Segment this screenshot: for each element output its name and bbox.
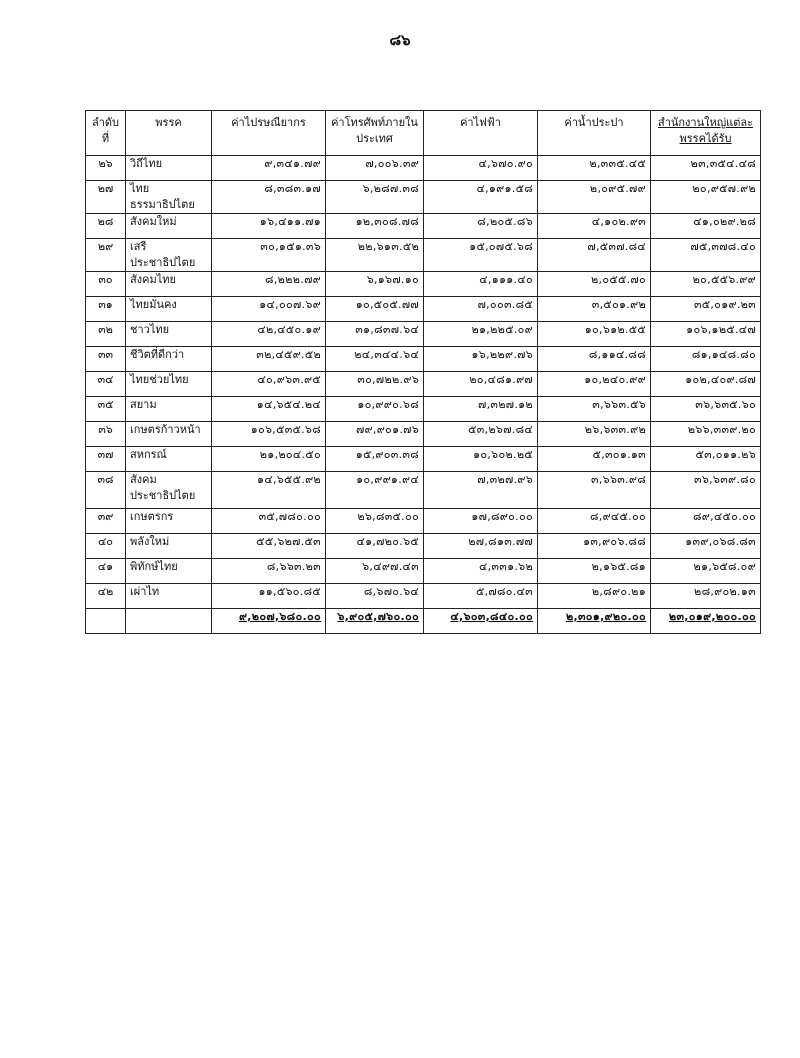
row-water: ๓,๖๖๓.๙๘ — [538, 472, 651, 509]
table-row — [86, 372, 761, 397]
table-row — [86, 297, 761, 322]
totals-party-cell — [126, 609, 212, 634]
row-postage: ๘,๖๖๓.๒๓ — [212, 559, 326, 584]
table-row — [86, 534, 761, 559]
row-postage: ๑๑,๕๖๐.๘๕ — [212, 584, 326, 609]
row-office: ๒๐,๙๕๗.๙๒ — [651, 181, 761, 214]
row-party-line: ประชาธิปไตย — [130, 489, 196, 502]
row-water: ๒,๐๙๕.๗๙ — [538, 181, 651, 214]
row-index: ๓๔ — [86, 372, 126, 397]
row-index: ๓๒ — [86, 322, 126, 347]
table-row — [86, 347, 761, 372]
header-index: ลำดับที่ — [86, 111, 126, 156]
row-index: ๓๐ — [86, 272, 126, 297]
row-party: เกษตรก้าวหน้า — [126, 422, 212, 447]
row-phone: ๑๐,๙๙๑.๙๔ — [326, 472, 424, 509]
table-row — [86, 239, 761, 272]
row-phone: ๓๑,๘๓๗.๖๔ — [326, 322, 424, 347]
row-water: ๕,๓๐๑.๑๓ — [538, 447, 651, 472]
row-phone: ๒๒,๖๑๓.๕๒ — [326, 239, 424, 272]
row-electricity: ๒๑,๒๒๕.๐๙ — [424, 322, 538, 347]
row-party: สังคมใหม่ — [126, 214, 212, 239]
row-office: ๑๐๒,๔๐๙.๘๗ — [651, 372, 761, 397]
table-row — [86, 156, 761, 181]
row-phone: ๑๒,๓๐๘.๗๘ — [326, 214, 424, 239]
expense-table — [85, 110, 761, 634]
row-party: เกษตรกร — [126, 509, 212, 534]
row-phone: ๓๐,๗๒๒.๙๖ — [326, 372, 424, 397]
row-electricity: ๘,๒๐๕.๘๖ — [424, 214, 538, 239]
total-phone-value: ๖,๙๐๕,๗๖๐.๐๐ — [337, 610, 419, 623]
row-water: ๒,๑๖๕.๘๑ — [538, 559, 651, 584]
row-index: ๔๒ — [86, 584, 126, 609]
row-party: ไทยมั่นคง — [126, 297, 212, 322]
row-office: ๔๑,๐๒๙.๒๘ — [651, 214, 761, 239]
row-water: ๗,๕๓๗.๘๔ — [538, 239, 651, 272]
row-index: ๔๑ — [86, 559, 126, 584]
row-party: ไทยธรรมาธิปไตย — [126, 181, 212, 214]
row-water: ๒,๐๕๕.๗๐ — [538, 272, 651, 297]
row-postage: ๔๐,๙๖๓.๙๕ — [212, 372, 326, 397]
row-index: ๓๖ — [86, 422, 126, 447]
row-electricity: ๔,๑๑๑.๔๐ — [424, 272, 538, 297]
table-row — [86, 422, 761, 447]
row-party-line: สังคม — [130, 473, 157, 486]
row-postage: ๑๔,๖๕๕.๙๒ — [212, 472, 326, 509]
row-electricity: ๑๖,๒๒๙.๗๖ — [424, 347, 538, 372]
row-office: ๒๐,๕๕๖.๙๙ — [651, 272, 761, 297]
row-index: ๒๙ — [86, 239, 126, 272]
total-office — [651, 609, 761, 634]
row-electricity: ๒๗,๘๑๓.๗๗ — [424, 534, 538, 559]
row-electricity: ๗,๓๒๗.๙๖ — [424, 472, 538, 509]
row-phone: ๑๕,๙๐๓.๓๘ — [326, 447, 424, 472]
row-postage: ๕๕,๖๒๗.๕๓ — [212, 534, 326, 559]
row-office: ๗๕,๓๗๘.๔๐ — [651, 239, 761, 272]
row-index: ๓๓ — [86, 347, 126, 372]
table-row — [86, 181, 761, 214]
total-postage-value: ๙,๒๐๗,๖๘๐.๐๐ — [238, 610, 321, 623]
row-index: ๓๕ — [86, 397, 126, 422]
row-office: ๘๙,๔๕๐.๐๐ — [651, 509, 761, 534]
row-water: ๒,๘๙๐.๒๑ — [538, 584, 651, 609]
row-office: ๒๖๖,๓๓๙.๒๐ — [651, 422, 761, 447]
row-office: ๒๓,๓๕๔.๔๘ — [651, 156, 761, 181]
table-row — [86, 214, 761, 239]
row-water: ๒,๓๓๕.๔๕ — [538, 156, 651, 181]
table-row — [86, 509, 761, 534]
row-phone: ๗,๐๐๖.๓๙ — [326, 156, 424, 181]
total-office-value: ๒๓,๐๑๙,๒๐๐.๐๐ — [668, 610, 756, 623]
row-postage: ๓๕,๗๘๐.๐๐ — [212, 509, 326, 534]
row-electricity: ๔,๑๙๑.๕๘ — [424, 181, 538, 214]
row-water: ๓,๖๖๓.๕๖ — [538, 397, 651, 422]
row-water: ๓,๕๐๑.๙๒ — [538, 297, 651, 322]
table-row — [86, 322, 761, 347]
row-party: ชาวไทย — [126, 322, 212, 347]
row-postage: ๙,๓๔๑.๗๙ — [212, 156, 326, 181]
row-postage: ๘,๓๘๓.๑๗ — [212, 181, 326, 214]
totals-index-cell — [86, 609, 126, 634]
row-postage: ๑๔,๖๕๔.๒๔ — [212, 397, 326, 422]
row-party: สยาม — [126, 397, 212, 422]
row-water: ๑๓,๙๐๖.๘๘ — [538, 534, 651, 559]
row-office: ๓๖,๖๓๕.๖๐ — [651, 397, 761, 422]
page-number: ๘๖ — [389, 31, 411, 49]
row-office: ๓๖,๖๓๙.๘๐ — [651, 472, 761, 509]
row-party: สหกรณ์ — [126, 447, 212, 472]
row-electricity: ๔,๖๗๐.๙๐ — [424, 156, 538, 181]
row-phone: ๖,๑๖๗.๑๐ — [326, 272, 424, 297]
table-header-row — [86, 111, 761, 156]
row-electricity: ๑๕,๐๗๕.๖๘ — [424, 239, 538, 272]
row-index: ๒๗ — [86, 181, 126, 214]
row-phone: ๔๑,๗๒๐.๖๕ — [326, 534, 424, 559]
row-office: ๒๑,๖๕๘.๐๙ — [651, 559, 761, 584]
row-postage: ๑๐๖,๕๓๕.๖๘ — [212, 422, 326, 447]
header-postage: ค่าไปรษณียากร — [212, 111, 326, 156]
row-office: ๘๑,๑๔๘.๘๐ — [651, 347, 761, 372]
row-electricity: ๗,๓๒๗.๑๒ — [424, 397, 538, 422]
header-electricity: ค่าไฟฟ้า — [424, 111, 538, 156]
row-postage: ๓๐,๑๕๑.๓๖ — [212, 239, 326, 272]
table-row — [86, 559, 761, 584]
row-phone: ๗๙,๙๐๑.๗๖ — [326, 422, 424, 447]
row-index: ๓๘ — [86, 472, 126, 509]
row-index: ๔๐ — [86, 534, 126, 559]
row-office: ๕๓,๐๑๑.๒๖ — [651, 447, 761, 472]
row-phone: ๑๐,๙๙๐.๖๘ — [326, 397, 424, 422]
row-postage: ๑๖,๔๑๑.๗๑ — [212, 214, 326, 239]
row-postage: ๔๒,๔๕๐.๑๙ — [212, 322, 326, 347]
totals-row — [86, 609, 761, 634]
total-water-value: ๒,๓๐๑,๙๒๐.๐๐ — [565, 610, 646, 623]
table-row — [86, 584, 761, 609]
row-party: วิถีไทย — [126, 156, 212, 181]
row-postage: ๓๒,๔๕๙.๕๒ — [212, 347, 326, 372]
row-party: พิทักษ์ไทย — [126, 559, 212, 584]
row-party: เผ่าไท — [126, 584, 212, 609]
row-phone: ๒๖,๘๓๕.๐๐ — [326, 509, 424, 534]
row-party: พลังใหม่ — [126, 534, 212, 559]
row-electricity: ๒๐,๔๘๑.๙๗ — [424, 372, 538, 397]
row-index: ๒๖ — [86, 156, 126, 181]
row-postage: ๑๔,๐๐๗.๖๙ — [212, 297, 326, 322]
row-water: ๑๐,๒๔๐.๙๙ — [538, 372, 651, 397]
row-office: ๓๕,๐๑๙.๒๓ — [651, 297, 761, 322]
row-phone: ๑๐,๕๐๕.๗๗ — [326, 297, 424, 322]
row-phone: ๖,๒๘๗.๓๘ — [326, 181, 424, 214]
header-office-label: สำนักงานใหญ่แต่ละพรรคได้รับ — [657, 116, 753, 145]
table-row — [86, 272, 761, 297]
row-index: ๓๙ — [86, 509, 126, 534]
row-electricity: ๑๗,๘๙๐.๐๐ — [424, 509, 538, 534]
row-water: ๑๐,๖๑๒.๕๕ — [538, 322, 651, 347]
row-party — [126, 472, 212, 509]
row-water: ๘,๙๔๕.๐๐ — [538, 509, 651, 534]
row-electricity: ๑๐,๖๐๒.๒๕ — [424, 447, 538, 472]
row-water: ๒๖,๖๓๓.๙๒ — [538, 422, 651, 447]
row-office: ๒๘,๙๐๒.๑๓ — [651, 584, 761, 609]
row-office: ๑๐๖,๑๒๕.๔๗ — [651, 322, 761, 347]
header-water: ค่าน้ำประปา — [538, 111, 651, 156]
row-water: ๘,๑๑๔.๘๘ — [538, 347, 651, 372]
row-phone: ๘,๖๗๐.๖๔ — [326, 584, 424, 609]
total-electricity-value: ๔,๖๐๓,๘๔๐.๐๐ — [450, 610, 533, 623]
total-electricity — [424, 609, 538, 634]
row-postage: ๒๑,๒๐๔.๕๐ — [212, 447, 326, 472]
table-row — [86, 472, 761, 509]
row-phone: ๖,๔๙๗.๔๓ — [326, 559, 424, 584]
row-party: เสรีประชาธิปไตย — [126, 239, 212, 272]
row-office: ๑๓๙,๐๖๘.๘๓ — [651, 534, 761, 559]
row-electricity: ๗,๐๐๓.๘๕ — [424, 297, 538, 322]
total-postage — [212, 609, 326, 634]
row-electricity: ๕,๗๘๐.๔๓ — [424, 584, 538, 609]
row-electricity: ๔,๓๓๑.๖๒ — [424, 559, 538, 584]
header-party: พรรค — [126, 111, 212, 156]
row-party: สังคมไทย — [126, 272, 212, 297]
row-index: ๒๘ — [86, 214, 126, 239]
total-phone — [326, 609, 424, 634]
row-index: ๓๗ — [86, 447, 126, 472]
row-postage: ๘,๒๒๒.๗๙ — [212, 272, 326, 297]
header-office — [651, 111, 761, 156]
total-water — [538, 609, 651, 634]
header-phone: ค่าโทรศัพท์ภายในประเทศ — [326, 111, 424, 156]
row-phone: ๒๔,๓๔๔.๖๔ — [326, 347, 424, 372]
row-water: ๔,๑๐๒.๙๓ — [538, 214, 651, 239]
row-electricity: ๕๓,๒๖๗.๘๔ — [424, 422, 538, 447]
table-row — [86, 397, 761, 422]
row-party: ชีวิตที่ดีกว่า — [126, 347, 212, 372]
table-row — [86, 447, 761, 472]
row-index: ๓๑ — [86, 297, 126, 322]
row-party: ไทยช่วยไทย — [126, 372, 212, 397]
